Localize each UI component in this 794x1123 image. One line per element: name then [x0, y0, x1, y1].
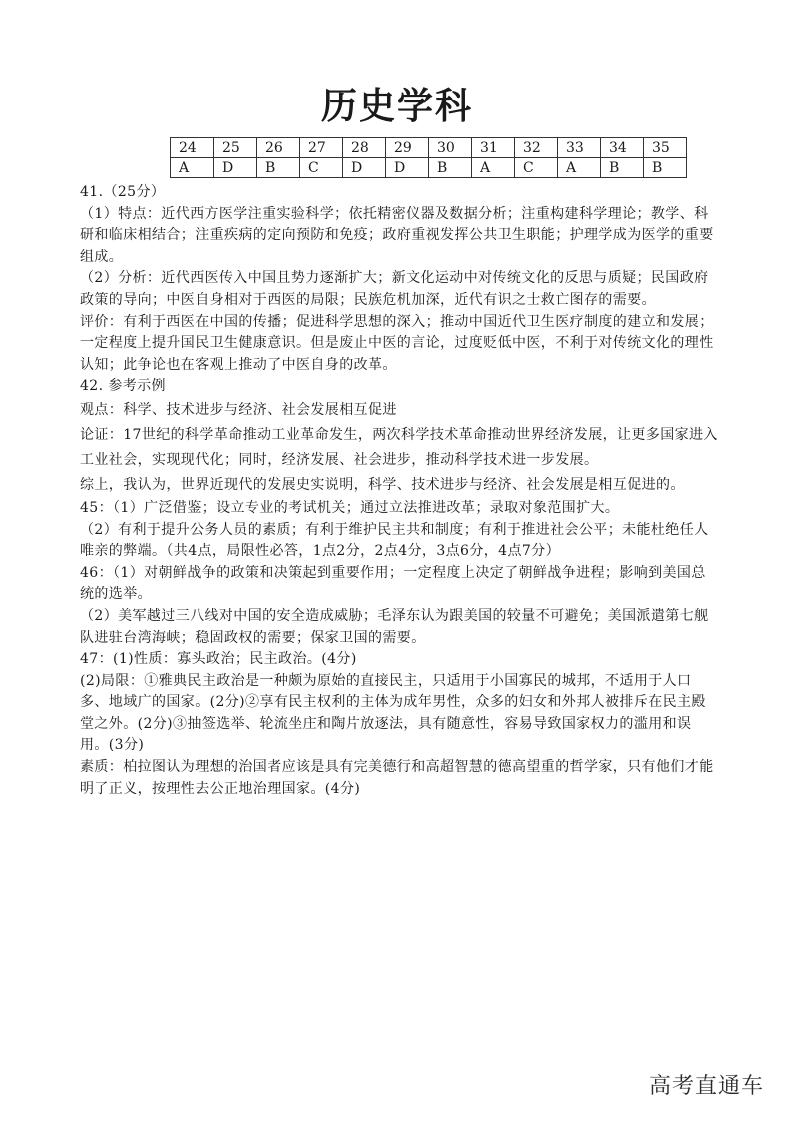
q42-argument: 论证：17世纪的科学革命推动工业革命发生，两次科学技术革命推动世界经济发展，让更多国家进入工业社会，实现现代化；同时，经济发展、社会进步，推动科学技术进一步发展。 — [80, 426, 718, 468]
answer-cell: D — [343, 158, 386, 178]
answer-cell: D — [214, 158, 257, 178]
answer-cell: A — [472, 158, 515, 178]
q42-heading: 42. 参考示例 — [80, 378, 166, 395]
q41-part1: （1）特点：近代西方医学注重实验科学；依托精密仪器及数据分析；注重构建科学理论；教学、科研和临床相结合；注重疾病的定向预防和免疫；政府重视发挥公共卫生职能；护理学成为医学的重要组成。 — [80, 205, 714, 265]
answer-cell: A — [171, 158, 214, 178]
page-title: 历史学科 — [320, 86, 473, 127]
question-number: 25 — [214, 138, 257, 158]
q42-viewpoint: 观点：科学、技术进步与经济、社会发展相互促进 — [80, 401, 397, 418]
question-number: 26 — [257, 138, 300, 158]
q46-part1: 46：（1）对朝鲜战争的政策和决策起到重要作用；一定程度上决定了朝鲜战争进程；影响到美国总统的选举。 — [80, 564, 706, 603]
answer-table-answer-row — [171, 158, 687, 178]
question-number: 30 — [429, 138, 472, 158]
answer-cell: B — [257, 158, 300, 178]
answer-cell: B — [601, 158, 644, 178]
question-number: 27 — [300, 138, 343, 158]
footer-logo: 高考直通车 — [648, 1074, 764, 1099]
q42-conclusion: 综上，我认为，世界近现代的发展史实说明，科学、技术进步与经济、社会发展是相互促进的。 — [80, 476, 685, 493]
answer-cell: C — [515, 158, 558, 178]
answer-cell: A — [558, 158, 601, 178]
answer-cell: C — [300, 158, 343, 178]
q45-part2: （2）有利于提升公务人员的素质；有利于维护民主共和制度；有利于推进社会公平；未能杜绝任人唯亲的弊端。（共4点，局限性必答，1点2分，2点4分，3点6分，4点7分） — [80, 521, 709, 560]
question-number: 28 — [343, 138, 386, 158]
q47-part2: (2)局限：①雅典民主政治是一种颇为原始的直接民主，只适用于小国寡民的城邦，不适用于人口多、地域广的国家。(2分)②享有民主权利的主体为成年男性，众多的妇女和外邦人被排斥在民主殿堂之外。(2分)③抽签选举、轮流坐庄和陶片放逐法，具有随意性，容易导致国家权力的滥用和误用。(3分) — [80, 672, 706, 754]
question-number: 32 — [515, 138, 558, 158]
question-number: 24 — [171, 138, 214, 158]
q41-part2: （2）分析：近代西医传入中国且势力逐渐扩大；新文化运动中对传统文化的反思与质疑；民国政府政策的导向；中医自身相对于西医的局限；民族危机加深，近代有识之士救亡图存的需要。 — [80, 270, 709, 308]
q47-part1: 47：(1)性质：寡头政治；民主政治。(4分) — [80, 651, 357, 668]
question-number: 34 — [601, 138, 644, 158]
question-number: 31 — [472, 138, 515, 158]
question-number: 29 — [386, 138, 429, 158]
answer-table — [170, 137, 687, 178]
question-number: 35 — [644, 138, 687, 158]
q47-quality: 素质：柏拉图认为理想的治国者应该是具有完美德行和高超智慧的德高望重的哲学家，只有他们才能明了正义，按理性去公正地治理国家。(4分) — [80, 759, 714, 797]
answer-table-number-row — [171, 138, 687, 158]
q41-evaluation: 评价：有利于西医在中国的传播；促进科学思想的深入；推动中国近代卫生医疗制度的建立和发展；一定程度上提升国民卫生健康意识。但是废止中医的言论，过度贬低中医，不利于对传统文化的理性认知；此争论也在客观上推动了中医自身的改革。 — [80, 313, 714, 373]
q41-heading: 41.（25分） — [80, 184, 166, 200]
q45-part1: 45：（1）广泛借鉴；设立专业的考试机关；通过立法推进改革；录取对象范围扩大。 — [80, 499, 620, 516]
answer-cell: B — [429, 158, 472, 178]
question-number: 33 — [558, 138, 601, 158]
answer-cell: D — [386, 158, 429, 178]
answer-content — [80, 182, 720, 800]
answer-cell: B — [644, 158, 687, 178]
q46-part2: （2）美军越过三八线对中国的安全造成威胁；毛泽东认为跟美国的较量不可避免；美国派遣第七舰队进驻台湾海峡；稳固政权的需要；保家卫国的需要。 — [80, 607, 709, 646]
